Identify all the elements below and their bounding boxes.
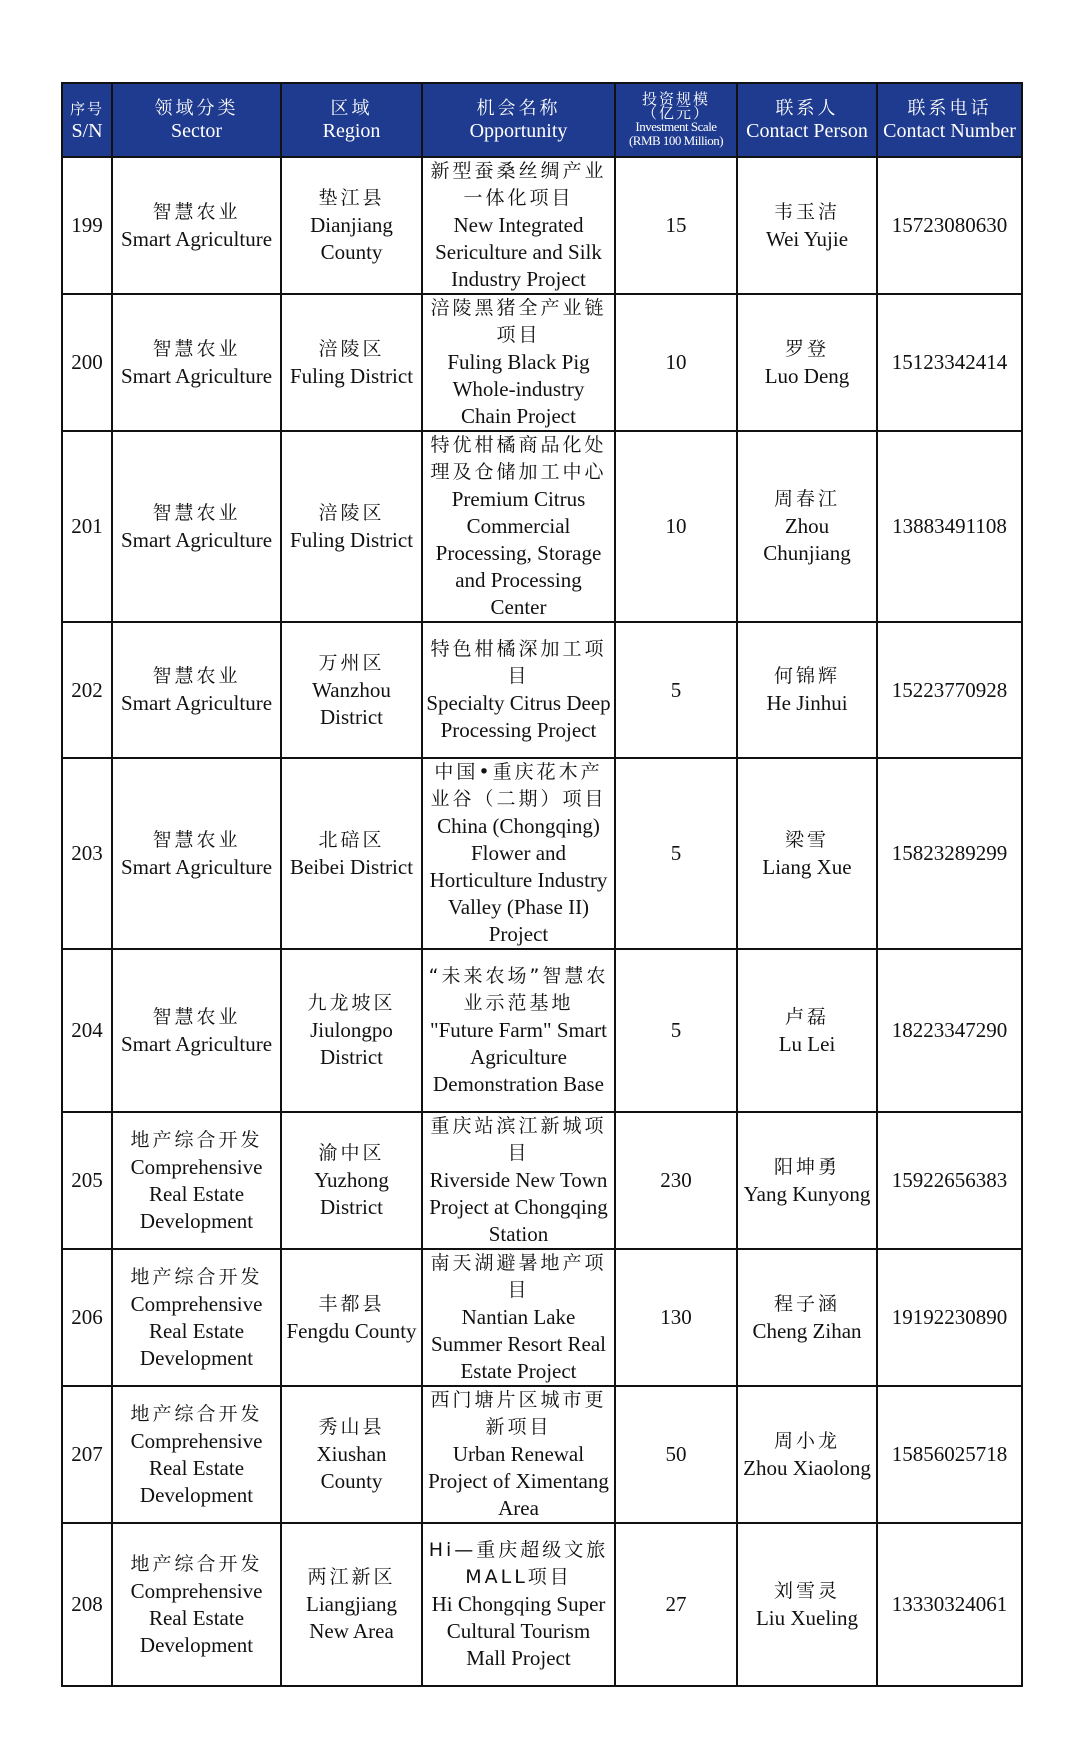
region-zh: 丰都县 <box>318 1292 385 1315</box>
region-en: Xiushan County <box>316 1442 387 1493</box>
table-row <box>62 949 1022 1112</box>
serial-number: 204 <box>71 1018 103 1042</box>
sector-cell <box>112 1523 281 1686</box>
phone-number: 18223347290 <box>891 1018 1008 1042</box>
investment-cell <box>615 294 737 431</box>
contact-en: Zhou Xiaolong <box>743 1455 871 1480</box>
investment-value: 230 <box>660 1168 692 1192</box>
opportunity-zh: “未来农场”智慧农业示范基地 <box>428 965 609 1014</box>
phone-cell <box>877 1386 1022 1523</box>
region-en: Beibei District <box>289 854 414 879</box>
region-en: Fengdu County <box>286 1318 417 1343</box>
investment-cell <box>615 1112 737 1249</box>
opportunity-cell <box>422 431 615 622</box>
sector-en: Smart Agriculture <box>120 1031 273 1056</box>
sn-cell <box>62 758 112 949</box>
sector-zh: 智慧农业 <box>152 828 241 851</box>
header-phone-en: Contact Number <box>883 120 1016 142</box>
table-row <box>62 157 1022 294</box>
phone-number: 13330324061 <box>891 1592 1008 1616</box>
region-cell <box>281 949 422 1112</box>
opportunity-en: Premium Citrus Commercial Processing, Storage and Processing Center <box>435 487 602 619</box>
contact-en: Luo Deng <box>764 363 850 388</box>
contact-zh: 阳坤勇 <box>773 1155 840 1178</box>
region-zh: 涪陵区 <box>318 501 385 524</box>
investment-cell <box>615 949 737 1112</box>
serial-number: 203 <box>71 841 103 865</box>
sector-zh: 智慧农业 <box>152 200 241 223</box>
investment-value: 10 <box>665 350 687 374</box>
contact-cell <box>737 949 877 1112</box>
investment-value: 50 <box>665 1442 687 1466</box>
opportunity-table-container <box>61 82 1021 1687</box>
investment-value: 5 <box>670 677 682 702</box>
opportunity-cell <box>422 1112 615 1249</box>
phone-number: 15823289299 <box>891 841 1008 865</box>
region-zh: 九龙坡区 <box>307 992 396 1014</box>
header-sn <box>62 83 112 157</box>
header-contact-en: Contact Person <box>746 120 868 142</box>
opportunity-cell <box>422 157 615 294</box>
contact-cell <box>737 1249 877 1386</box>
contact-en: Yang Kunyong <box>743 1181 871 1206</box>
phone-cell <box>877 157 1022 294</box>
header-opportunity <box>422 83 615 157</box>
region-zh: 秀山县 <box>318 1416 385 1438</box>
sector-zh: 智慧农业 <box>152 1005 241 1028</box>
investment-value: 10 <box>665 514 687 538</box>
contact-en: He Jinhui <box>766 691 848 715</box>
serial-number: 199 <box>71 213 103 237</box>
opportunity-en: Fuling Black Pig Whole-industry Chain Project <box>447 350 590 428</box>
table-row <box>62 1112 1022 1249</box>
opportunity-en: Riverside New Town Project at Chongqing Station <box>429 1168 608 1246</box>
opportunity-en: Nantian Lake Summer Resort Real Estate Project <box>431 1305 606 1383</box>
phone-cell <box>877 758 1022 949</box>
region-cell <box>281 1523 422 1686</box>
table-row <box>62 294 1022 431</box>
opportunity-cell <box>422 949 615 1112</box>
contact-en: Liang Xue <box>762 854 852 879</box>
phone-number: 15223770928 <box>891 677 1008 702</box>
region-en: Liangjiang New Area <box>306 1592 397 1643</box>
serial-number: 205 <box>71 1168 103 1192</box>
investment-value: 27 <box>665 1592 687 1616</box>
opportunity-zh: 新型蚕桑丝绸产业一体化项目 <box>430 160 607 209</box>
opportunity-zh: 重庆站滨江新城项目 <box>430 1115 607 1164</box>
phone-number: 13883491108 <box>892 514 1007 538</box>
opportunity-en: Urban Renewal Project of Ximentang Area <box>428 1442 609 1520</box>
phone-number: 15723080630 <box>891 213 1008 237</box>
header-investment-unit-en: (RMB 100 Million) <box>628 133 724 148</box>
region-cell <box>281 622 422 758</box>
opportunity-zh: 涪陵黑猪全产业链项目 <box>430 297 607 346</box>
opportunity-zh: 特优柑橘商品化处理及仓储加工中心 <box>430 434 607 483</box>
sector-en: Comprehensive Real Estate Development <box>130 1578 263 1657</box>
header-sector <box>112 83 281 157</box>
contact-cell <box>737 622 877 758</box>
phone-cell <box>877 1249 1022 1386</box>
opportunity-cell <box>422 1523 615 1686</box>
investment-cell <box>615 1249 737 1386</box>
investment-cell <box>615 1523 737 1686</box>
opportunity-zh: Hi—重庆超级文旅MALL项目 <box>428 1539 609 1588</box>
opportunity-cell <box>422 1386 615 1523</box>
contact-cell <box>737 431 877 622</box>
investment-opportunity-table <box>61 82 1023 1687</box>
sector-cell <box>112 1112 281 1249</box>
serial-number: 208 <box>71 1592 103 1616</box>
region-en: Wanzhou District <box>312 677 391 729</box>
opportunity-zh: 特色柑橘深加工项目 <box>430 638 607 687</box>
header-investment <box>615 83 737 157</box>
region-zh: 北碚区 <box>318 828 385 851</box>
header-contact <box>737 83 877 157</box>
sector-cell <box>112 622 281 758</box>
opportunity-zh: 中国•重庆花木产业谷（二期）项目 <box>430 761 607 810</box>
contact-en: Liu Xueling <box>755 1605 859 1630</box>
sector-cell <box>112 294 281 431</box>
region-cell <box>281 157 422 294</box>
table-row <box>62 1386 1022 1523</box>
region-en: Fuling District <box>289 527 414 552</box>
region-en: Jiulongpo District <box>310 1018 393 1069</box>
contact-cell <box>737 1386 877 1523</box>
opportunity-en: Hi Chongqing Super Cultural Tourism Mall Project <box>431 1592 606 1670</box>
investment-cell <box>615 622 737 758</box>
table-row <box>62 431 1022 622</box>
contact-zh: 程子涵 <box>773 1292 840 1315</box>
opportunity-cell <box>422 758 615 949</box>
contact-zh: 周春江 <box>773 488 840 510</box>
opportunity-cell <box>422 622 615 758</box>
phone-number: 15856025718 <box>891 1442 1008 1466</box>
opportunity-zh: 西门塘片区城市更新项目 <box>430 1389 607 1438</box>
region-zh: 万州区 <box>318 651 385 674</box>
header-region-zh: 区域 <box>330 98 373 119</box>
opportunity-zh: 南天湖避暑地产项目 <box>430 1252 607 1301</box>
phone-number: 19192230890 <box>891 1305 1008 1329</box>
sector-en: Comprehensive Real Estate Development <box>130 1428 263 1507</box>
investment-cell <box>615 157 737 294</box>
sn-cell <box>62 1112 112 1249</box>
sector-zh: 地产综合开发 <box>130 1128 263 1151</box>
sector-cell <box>112 157 281 294</box>
header-region-en: Region <box>322 120 381 142</box>
phone-number: 15123342414 <box>891 350 1008 374</box>
contact-zh: 周小龙 <box>773 1429 840 1452</box>
contact-cell <box>737 1523 877 1686</box>
investment-value: 130 <box>660 1305 692 1329</box>
header-phone <box>877 83 1022 157</box>
sn-cell <box>62 622 112 758</box>
sector-zh: 智慧农业 <box>152 665 241 687</box>
header-sn-zh: 序号 <box>69 100 104 118</box>
phone-cell <box>877 431 1022 622</box>
sector-cell <box>112 431 281 622</box>
serial-number: 202 <box>71 677 103 702</box>
region-cell <box>281 1249 422 1386</box>
phone-number: 15922656383 <box>891 1168 1008 1192</box>
investment-cell <box>615 431 737 622</box>
phone-cell <box>877 1523 1022 1686</box>
sector-cell <box>112 949 281 1112</box>
phone-cell <box>877 949 1022 1112</box>
region-cell <box>281 1112 422 1249</box>
investment-value: 15 <box>665 213 687 237</box>
contact-en: Wei Yujie <box>765 226 849 251</box>
contact-cell <box>737 157 877 294</box>
sector-en: Smart Agriculture <box>120 527 273 552</box>
region-zh: 垫江县 <box>318 187 385 209</box>
header-investment-en: Investment Scale <box>635 119 717 134</box>
contact-en: Cheng Zihan <box>752 1318 862 1343</box>
header-investment-unit-zh: （亿元） <box>641 104 710 122</box>
table-row <box>62 622 1022 758</box>
sector-zh: 地产综合开发 <box>130 1265 263 1288</box>
sector-en: Smart Agriculture <box>120 854 273 879</box>
sector-en: Comprehensive Real Estate Development <box>130 1154 263 1233</box>
sn-cell <box>62 431 112 622</box>
sn-cell <box>62 949 112 1112</box>
contact-cell <box>737 294 877 431</box>
investment-cell <box>615 758 737 949</box>
opportunity-cell <box>422 294 615 431</box>
serial-number: 207 <box>71 1442 103 1466</box>
contact-en: Zhou Chunjiang <box>763 514 851 565</box>
contact-zh: 罗登 <box>784 337 829 360</box>
sector-zh: 智慧农业 <box>152 337 241 360</box>
sector-cell <box>112 758 281 949</box>
region-en: Dianjiang County <box>310 213 393 264</box>
sector-cell <box>112 1249 281 1386</box>
contact-zh: 刘雪灵 <box>773 1579 840 1602</box>
contact-zh: 卢磊 <box>784 1005 829 1028</box>
opportunity-cell <box>422 1249 615 1386</box>
table-row <box>62 1523 1022 1686</box>
investment-value: 5 <box>670 1018 682 1042</box>
investment-cell <box>615 1386 737 1523</box>
header-phone-zh: 联系电话 <box>907 98 992 119</box>
region-en: Fuling District <box>289 363 414 388</box>
serial-number: 206 <box>71 1305 103 1329</box>
header-region <box>281 83 422 157</box>
sn-cell <box>62 1523 112 1686</box>
table-header <box>62 83 1022 157</box>
sector-en: Smart Agriculture <box>120 691 273 715</box>
region-cell <box>281 294 422 431</box>
header-contact-zh: 联系人 <box>775 98 839 119</box>
header-sector-en: Sector <box>170 120 223 142</box>
phone-cell <box>877 1112 1022 1249</box>
sector-zh: 地产综合开发 <box>130 1552 263 1575</box>
region-zh: 两江新区 <box>307 1566 396 1588</box>
sn-cell <box>62 1249 112 1386</box>
region-cell <box>281 1386 422 1523</box>
opportunity-en: China (Chongqing) Flower and Horticulture Industry Valley (Phase II) Project <box>429 814 608 946</box>
header-sn-en: S/N <box>71 120 103 142</box>
opportunity-en: Specialty Citrus Deep Processing Project <box>426 691 611 742</box>
header-opportunity-zh: 机会名称 <box>476 98 561 119</box>
table-row <box>62 758 1022 949</box>
investment-value: 5 <box>670 841 682 865</box>
contact-zh: 何锦辉 <box>773 665 840 687</box>
region-en: Yuzhong District <box>314 1168 389 1219</box>
phone-cell <box>877 622 1022 758</box>
region-zh: 涪陵区 <box>318 337 385 360</box>
phone-cell <box>877 294 1022 431</box>
contact-cell <box>737 1112 877 1249</box>
serial-number: 201 <box>71 514 103 538</box>
region-zh: 渝中区 <box>318 1142 385 1164</box>
region-cell <box>281 758 422 949</box>
header-opportunity-en: Opportunity <box>469 120 568 142</box>
sector-cell <box>112 1386 281 1523</box>
table-row <box>62 1249 1022 1386</box>
sn-cell <box>62 157 112 294</box>
contact-en: Lu Lei <box>778 1031 836 1056</box>
header-sector-zh: 领域分类 <box>154 98 239 119</box>
sn-cell <box>62 294 112 431</box>
table-body <box>62 157 1022 1686</box>
contact-cell <box>737 758 877 949</box>
serial-number: 200 <box>71 350 103 374</box>
sector-en: Smart Agriculture <box>120 226 273 251</box>
contact-zh: 韦玉洁 <box>773 200 840 223</box>
region-cell <box>281 431 422 622</box>
sector-en: Comprehensive Real Estate Development <box>130 1291 263 1370</box>
sn-cell <box>62 1386 112 1523</box>
header-investment-zh: 投资规模 <box>641 90 710 108</box>
opportunity-en: New Integrated Sericulture and Silk Industry Project <box>435 213 602 291</box>
sector-en: Smart Agriculture <box>120 363 273 388</box>
sector-zh: 地产综合开发 <box>130 1402 263 1425</box>
sector-zh: 智慧农业 <box>152 501 241 524</box>
opportunity-en: "Future Farm" Smart Agriculture Demonstration Base <box>430 1018 607 1096</box>
contact-zh: 梁雪 <box>784 828 829 851</box>
